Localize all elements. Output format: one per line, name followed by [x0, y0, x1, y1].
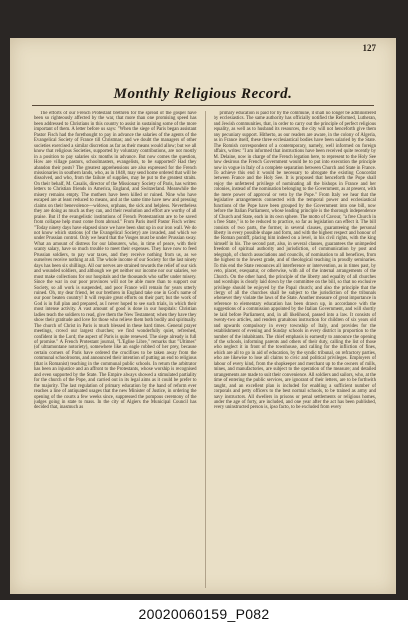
section-title: Monthly Religious Record. [113, 86, 293, 102]
column-divider [205, 111, 206, 588]
image-id-caption: 20020060159_P082 [138, 606, 270, 622]
left-column [34, 111, 197, 588]
text-columns [34, 111, 376, 588]
right-column-text: primary education is paid for by the commune, it shall no longer be administered by ecclesiastics. The same authority has officially notified the Reformed, Lutheran, and Jewish communities, that, in order to carry out the principle of perfect religious equality, as well as to husband its resources, the city will not henceforth give them any pecuniary support. Hitherto, as our readers are aware, in the colony of Algeria, as in France itself, these three ecclesiastical bodies have been salaried by the State. The Romish correspondent of a contemporary, namely, well informed on foreign affairs, writes: "I am informed that instructions have been received quite recently by M. Delaine, now in charge of the French legation here, to represent to the Holy See how desirous the French Government would be to put into execution the principle now in vogue in Italy of a complete separation between Church and State in France. To achieve this end it would be necessary to abrogate the existing Concordat between France and the Holy See. It is proposed that henceforth the Pope shall enjoy the unfettered privilege of nominating all the bishops in France and her colonies, instead of the nomination belonging to the Government, as at present, with the mere power of approval or veto by the Pope." From Italy we hear that the legislative arrangements connected with the temporal power and ecclesiastical functions of the Pope have been grouped by the Government into one bill, now before the Italian Parliament, whose leading principle is the thorough independence of Church and State, each in its own sphere. The motto of Cavour, "a free Church in a free State," is to be reduced to practice, so far as legislation can effect it. The bill consists of two parts, the former, in several clauses, guaranteeing the personal liberty in every possible shape and form, and with the highest respect and honour of the Roman pontiff, placing him indeed on a level, in his civil rights, with the king himself in his. The second part, also, in several clauses, guarantees the unimpeded freedom of spiritual authority and jurisdiction, of communication by post and telegraph, of church associations and councils, of nomination to all benefices, from the highest to the lowest grade, and of theological teaching in proudly seminaries. To this end the State renounces all interference or intervention, as in times past, by veto, placet, exequatur, or otherwise, with all of the internal arrangements of the Church. On the other hand, the principle of the liberty and equality of all churches and worships is clearly laid down by the committee on the bill, so that no exclusive privilege should be enjoyed by the Papal church; and also the principle that the clergy of all the churches shall be subject to the jurisdiction of the tribunals whenever they violate the laws of the State. Another measure of great importance in reference to elementary education has been drawn up, in accordance with the suggestions of a commission appointed by the Italian Government, and will shortly be laid before Parliament, and, in all likelihood, passed into a law. It consists of twenty-two articles, and renders gratuitous instruction for children of six years old and upwards compulsory in every township of Italy, and provides for the establishment of evening and Sunday schools in every district in proportion to the number of the inhabitants. The chief emphasis is earnestly to announce the opening of the schools, informing parents and others of their duty, calling the list of those who neglect it in front of the townhouse, and calling for the infliction of fines, which are all to go in aid of education, by the syndic tribunal, on refractory parties, who are likewise to lose all claims to civic and political privileges. Employers of labour of every kind, from the shopkeeper and merchant up to the owners of mills, mines, and manufactories, are subject to the operation of the measure; and detailed arrangements are made to suit their convenience. All soldiers and sailors, who, at the time of entering the public services, are ignorant of their letters, are to be forthwith taught, and an excellent plan is included for enabling a sufficient number of corporals and petty officers to the best normal schools, to be trained as army and navy instructors. All dwellers in prisons or penal settlements or religious homes, under the age of forty, are included, and one year after the act has been published, every uninstructed person is, ipso facto, to be excluded from every [213, 111, 376, 411]
right-column [214, 111, 377, 588]
page-number: 127 [362, 43, 376, 53]
left-column-text: The efforts of our French Protestant brethren for the spread of the gospel have been so righteously affected by the war, that more than one promising speed has been addressed to Christians in this country to assist in sustaining some of the more important of them. A letter before us says: "When the siege of Paris began assistant Pastor Fisch had the forethought to pay in advance the salaries of the agents of the Evangelical Society of France till Christmas; and we doubt the managers of other societies exercised a similar discretion as far as their means would allow; but we all know that religious Societies, supported by voluntary contributions, are not mostly in a position to pay salaries six months in advance. But now comes the question, How are village pastors, schoolmasters, evangelists, to be supported? Had they abandon their posts? The greatest apprehensions are also expressed for the French missionaries in southern lands, who, as in 1848, may send home ordered that will be dissolved, and who, from the failure of supplies, may be put to the greatest straits. On their behalf, M. Casalis, director of the Missionary Society of Paris, has written letters to Christian friends in America, England, and Switzerland. Meanwhile the misery remains empty. The mothers have been killed or ruined. Nine who have escaped are at least reduced to means, and at the same time have new and pressing claims on their benevolence—widows, orphans, the sick and helpless. Nevertheless they are doing as much as they can, and their resolution and effort are worthy of all praise. But if the evangelistic institutions of French Protestantism are to be saved from collapse help must come from abroad." From Paris itself Pastor Fisch writes: "Today ninety days have elapsed since we have been shut up in our iron wall. We do not know which stations (of the Evangelical Society) are invaded, and which we under Prussian control. Only we heard that the Vosges must be under Prussian sway. What an amount of distress for our labourers, who, in time of peace, with their scanty salary, have so much trouble to meet their expenses. They have now to feed Prussian soldiers, to pay war taxes, and they receive nothing from us, as we ourselves receive nothing at all. The whole income of our Society for the last ninety days has been six shillings. All our nerves are strained towards the relief of our sick and wounded soldiers, and although we get neither our income nor our salaries, we must make collections for our hospitals and the thousands who suffer under misery. Since the war in our poor provinces will not be able more than to support our Society, so all work is suspended, and poor France will remain for years utterly ruined. Oh, my dear friend, let our brethren in England take one in God's name of our poor beaten country! It will require great efforts on their part; but the work of God is in full plan and prepared, as I never hoped to see such trials, in which their most intense activity. A vast amount of good is done in our hospitals: Christian ladies teach the soldiers to read, give them the New Testament; when they have they show their gratitude and love for those who relieve them both bodily and spiritually. The church of Christ in Paris is much blessed in these hard times. General prayer meetings, crowd our largest churches; we find wonderfully quiet, refreshed, confident in the Lord; the aspect of Paris is quite renewed. The siege already is full of promise." A French Protestant journal, "L'Eglise Libre," remarks that "Ultimes" (of ultramontane notoriety), somewhere like an eagle robbed of her prey, because certain corners of Paris have ordered the crucifixes to be taken away from the communal schoolrooms, and announced their intention of putting an end to religious (that is Romanist) teaching in the communal public schools. In return the arbitrator has been an injustice and an affront to the Protestants, whose worship is recognised and even supported by the State. The Empire always showed a stimulated partiality for the church of the Pope, and carried out in its legal aims as it could be prefer to the majority. The last regulation of primary education by the hand of reform ever reaches a line of antiquated usages that the new Minister of Justice, in ordering the opening of the courts a few weeks since, suppressed the pompous ceremony of the judges going in state to mass. In the city of Algiers the Municipal Council has decided that, inasmuch as [34, 111, 197, 411]
journal-page [10, 38, 396, 594]
title-rule [32, 105, 374, 106]
